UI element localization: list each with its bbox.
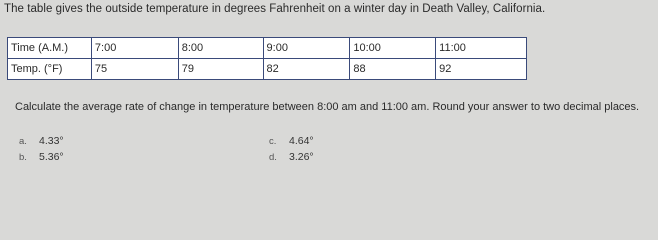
table-cell: 82 bbox=[263, 59, 350, 80]
choice-a[interactable] bbox=[19, 135, 64, 147]
row-header-temp: Temp. (°F) bbox=[8, 59, 92, 80]
choice-c[interactable] bbox=[269, 135, 314, 147]
choice-b[interactable] bbox=[19, 151, 64, 163]
table-row-temp bbox=[8, 59, 527, 80]
choice-value: 4.33° bbox=[39, 135, 64, 147]
choice-value: 4.64° bbox=[289, 135, 314, 147]
choice-letter: d. bbox=[269, 151, 277, 163]
question-text: Calculate the average rate of change in temperature between 8:00 am and 11:00 am. Round your answer to two decimal places. bbox=[15, 101, 640, 113]
choice-value: 5.36° bbox=[39, 151, 64, 163]
choice-letter: b. bbox=[19, 151, 27, 163]
table-cell: 7:00 bbox=[91, 38, 178, 59]
table-cell: 9:00 bbox=[263, 38, 350, 59]
table-cell: 92 bbox=[436, 59, 527, 80]
table-cell: 75 bbox=[91, 59, 178, 80]
table-cell: 8:00 bbox=[178, 38, 263, 59]
intro-text: The table gives the outside temperature in degrees Fahrenheit on a winter day in Death Valley, California. bbox=[4, 3, 546, 15]
temperature-table bbox=[7, 37, 527, 80]
table-row-time bbox=[8, 38, 527, 59]
table-cell: 11:00 bbox=[436, 38, 527, 59]
choice-value: 3.26° bbox=[289, 151, 314, 163]
table-cell: 10:00 bbox=[350, 38, 436, 59]
table-cell: 79 bbox=[178, 59, 263, 80]
table-cell: 88 bbox=[350, 59, 436, 80]
choice-d[interactable] bbox=[269, 151, 314, 163]
choice-letter: c. bbox=[269, 135, 277, 147]
row-header-time: Time (A.M.) bbox=[8, 38, 92, 59]
choice-letter: a. bbox=[19, 135, 27, 147]
